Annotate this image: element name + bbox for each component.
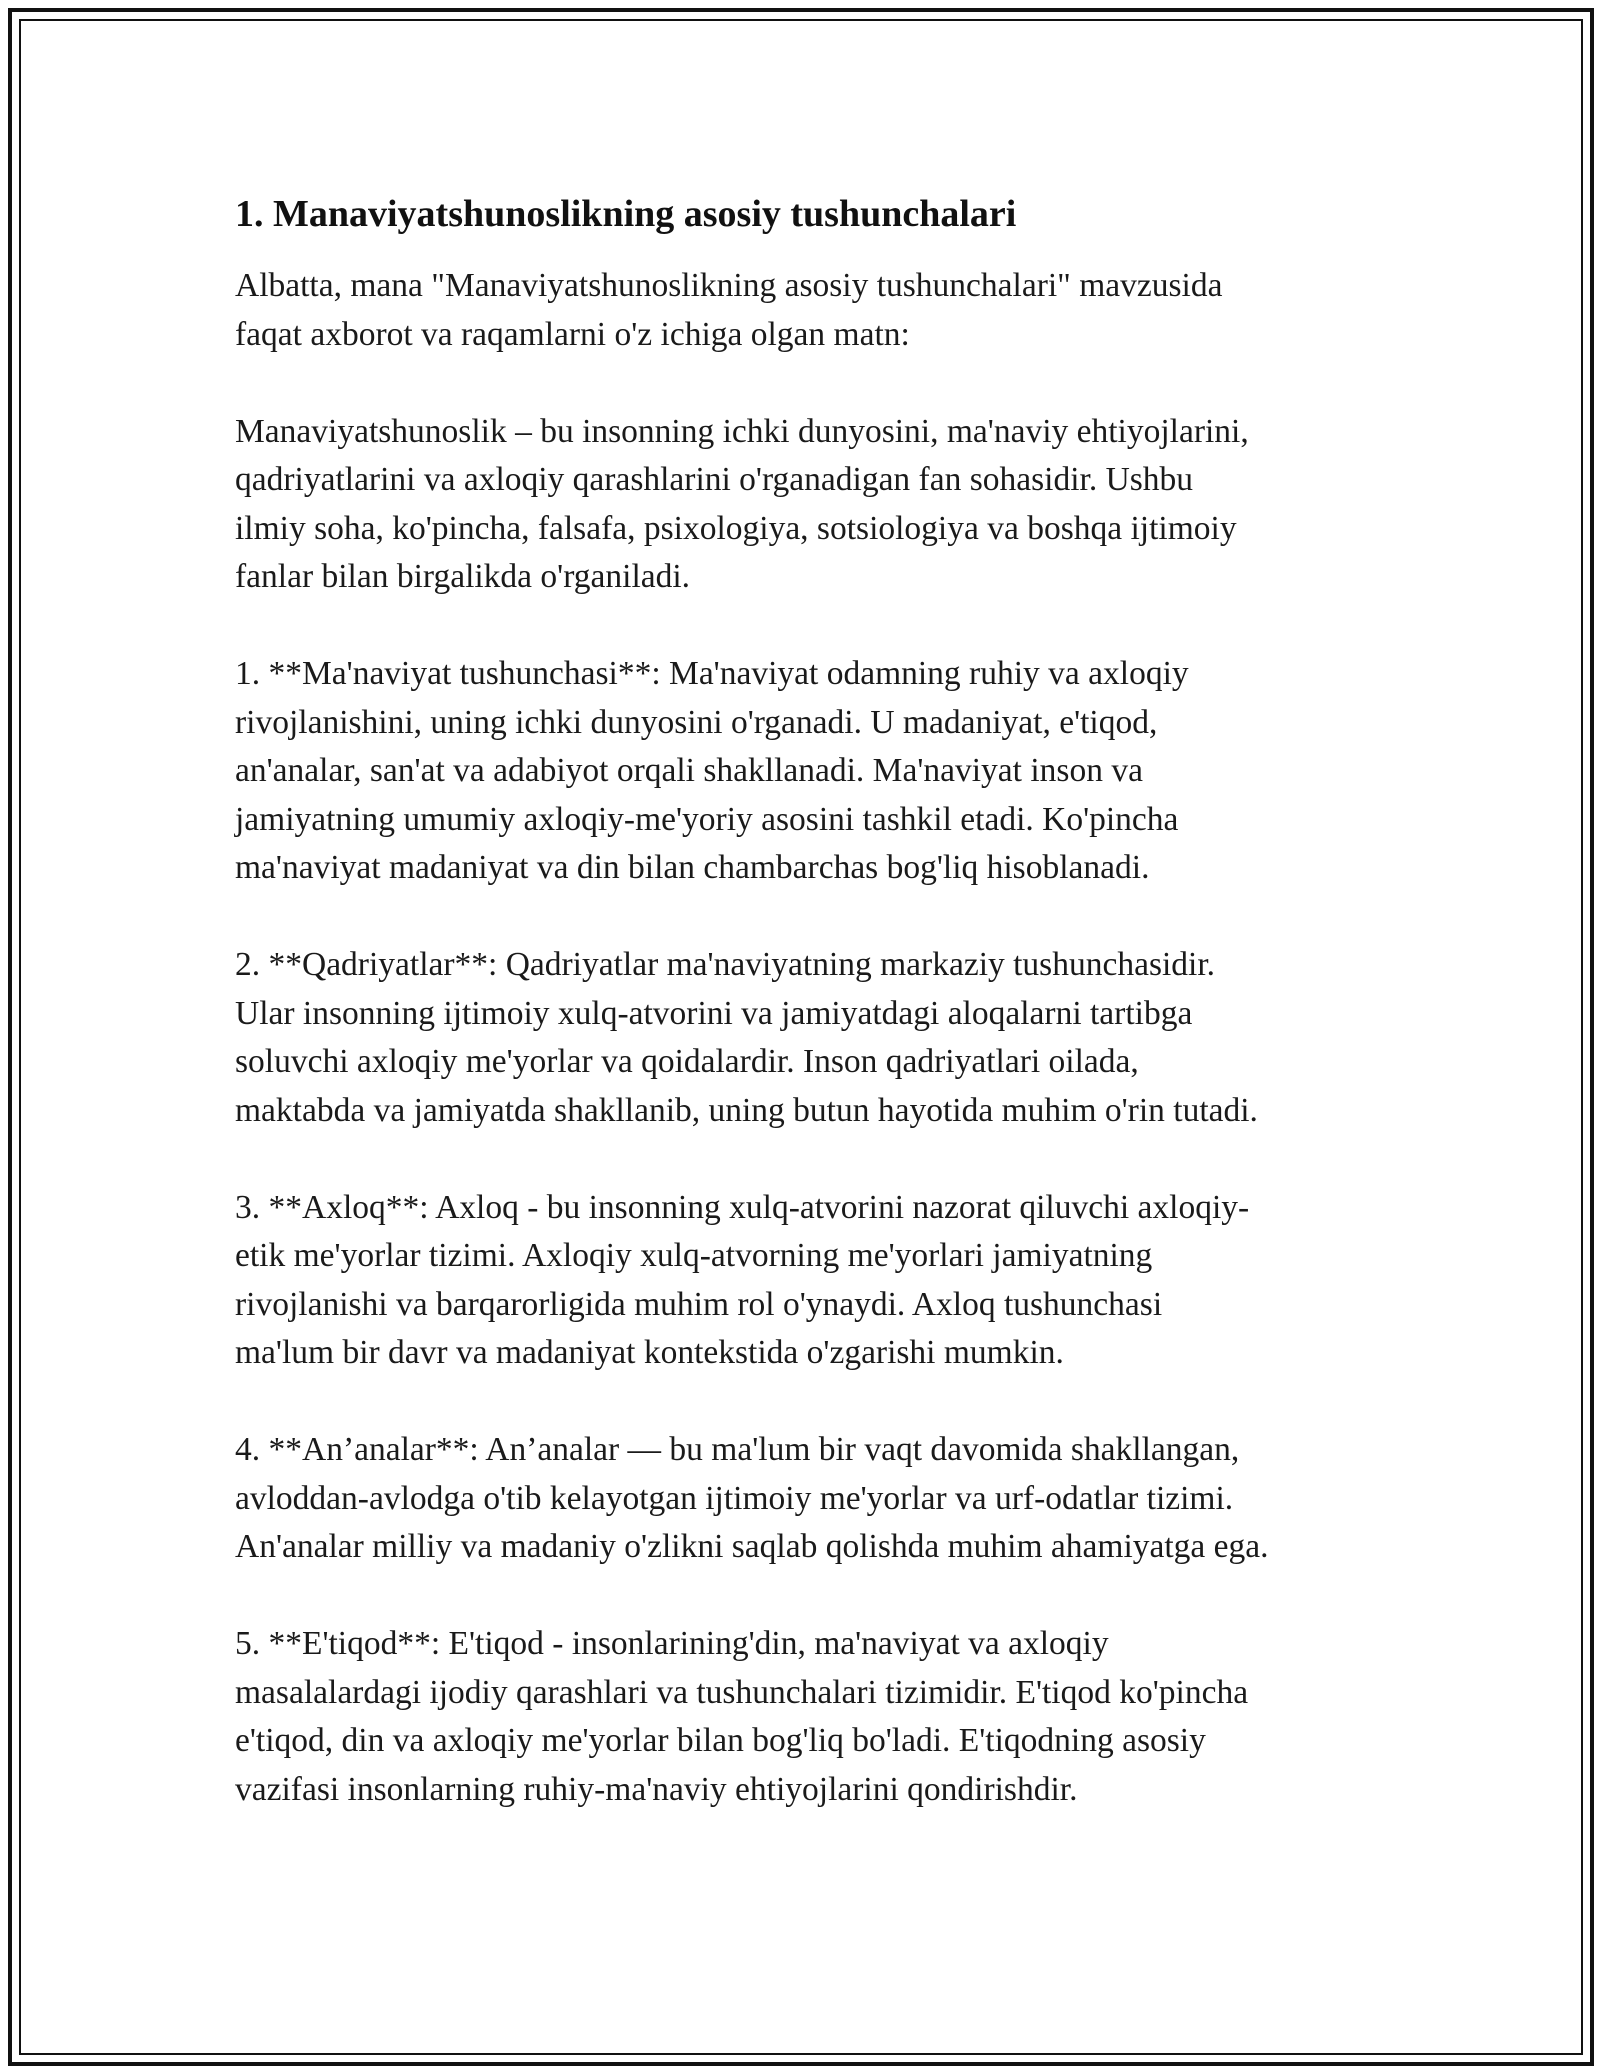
text-line: ma'naviyat madaniyat va din bilan chambarchas bog'liq hisoblanadi.	[235, 849, 1150, 886]
text-line: vazifasi insonlarning ruhiy-ma'naviy ehtiyojlarini qondirishdir.	[235, 1770, 1078, 1808]
document-body	[235, 190, 1375, 1863]
list-item-axloq	[235, 1184, 1375, 1378]
text-line: 1. **Ma'naviyat tushunchasi**: Ma'naviyat odamning ruhiy va axloqiy	[235, 655, 1189, 692]
text-line: jamiyatning umumiy axloqiy-me'yoriy asosini tashkil etadi. Ko'pincha	[235, 800, 1179, 838]
text-line: 3. **Axloq**: Axloq - bu insonning xulq-atvorini nazorat qiluvchi axloqiy-	[235, 1188, 1250, 1226]
text-line: e'tiqod, din va axloqiy me'yorlar bilan bog'liq bo'ladi. E'tiqodning asosiy	[235, 1722, 1206, 1759]
text-line: soluvchi axloqiy me'yorlar va qoidalardir. Inson qadriyatlari oilada,	[235, 1043, 1139, 1080]
text-line: an'analar, san'at va adabiyot orqali shakllanadi. Ma'naviyat inson va	[235, 752, 1143, 789]
text-line: faqat axborot va raqamlarni o'z ichiga olgan matn:	[235, 315, 910, 353]
definition-paragraph	[235, 408, 1375, 602]
intro-paragraph	[235, 262, 1375, 359]
text-line: qadriyatlarini va axloqiy qarashlarini o'rganadigan fan sohasidir. Ushbu	[235, 461, 1194, 498]
list-item-manaviyat	[235, 650, 1375, 893]
text-line: rivojlanishini, uning ichki dunyosini o'rganadi. U madaniyat, e'tiqod,	[235, 703, 1158, 741]
text-line: maktabda va jamiyatda shakllanib, uning butun hayotida muhim o'rin tutadi.	[235, 1091, 1258, 1129]
text-line: 5. **E'tiqod**: E'tiqod - insonlarining'din, ma'naviyat va axloqiy	[235, 1625, 1109, 1662]
text-line: rivojlanishi va barqarorligida muhim rol o'ynaydi. Axloq tushunchasi	[235, 1285, 1163, 1323]
text-line: Manaviyatshunoslik – bu insonning ichki dunyosini, ma'naviy ehtiyojlarini,	[235, 412, 1249, 450]
text-line: Ular insonning ijtimoiy xulq-atvorini va jamiyatdagi aloqalarni tartibga	[235, 994, 1193, 1032]
list-item-qadriyatlar	[235, 941, 1375, 1135]
text-line: 4. **An’analar**: An’analar — bu ma'lum bir vaqt davomida shakllangan,	[235, 1431, 1240, 1468]
document-heading: 1. Manaviyatshunoslikning asosiy tushunchalari	[235, 193, 1017, 235]
text-line: ma'lum bir davr va madaniyat kontekstida o'zgarishi mumkin.	[235, 1334, 1064, 1371]
list-item-ananalar	[235, 1426, 1375, 1572]
list-item-etiqod	[235, 1620, 1375, 1814]
text-line: fanlar bilan birgalikda o'rganiladi.	[235, 558, 691, 595]
text-line: masalalardagi ijodiy qarashlari va tushunchalari tizimidir. E'tiqod ko'pincha	[235, 1673, 1249, 1711]
text-line: avloddan-avlodga o'tib kelayotgan ijtimoiy me'yorlar va urf-odatlar tizimi.	[235, 1479, 1234, 1517]
text-line: 2. **Qadriyatlar**: Qadriyatlar ma'naviyatning markaziy tushunchasidir.	[235, 946, 1216, 983]
text-line: ilmiy soha, ko'pincha, falsafa, psixologiya, sotsiologiya va boshqa ijtimoiy	[235, 509, 1237, 547]
text-line: etik me'yorlar tizimi. Axloqiy xulq-atvorning me'yorlari jamiyatning	[235, 1237, 1153, 1274]
text-line: An'analar milliy va madaniy o'zlikni saqlab qolishda muhim ahamiyatga ega.	[235, 1528, 1269, 1565]
text-line: Albatta, mana "Manaviyatshunoslikning asosiy tushunchalari" mavzusida	[235, 267, 1223, 304]
